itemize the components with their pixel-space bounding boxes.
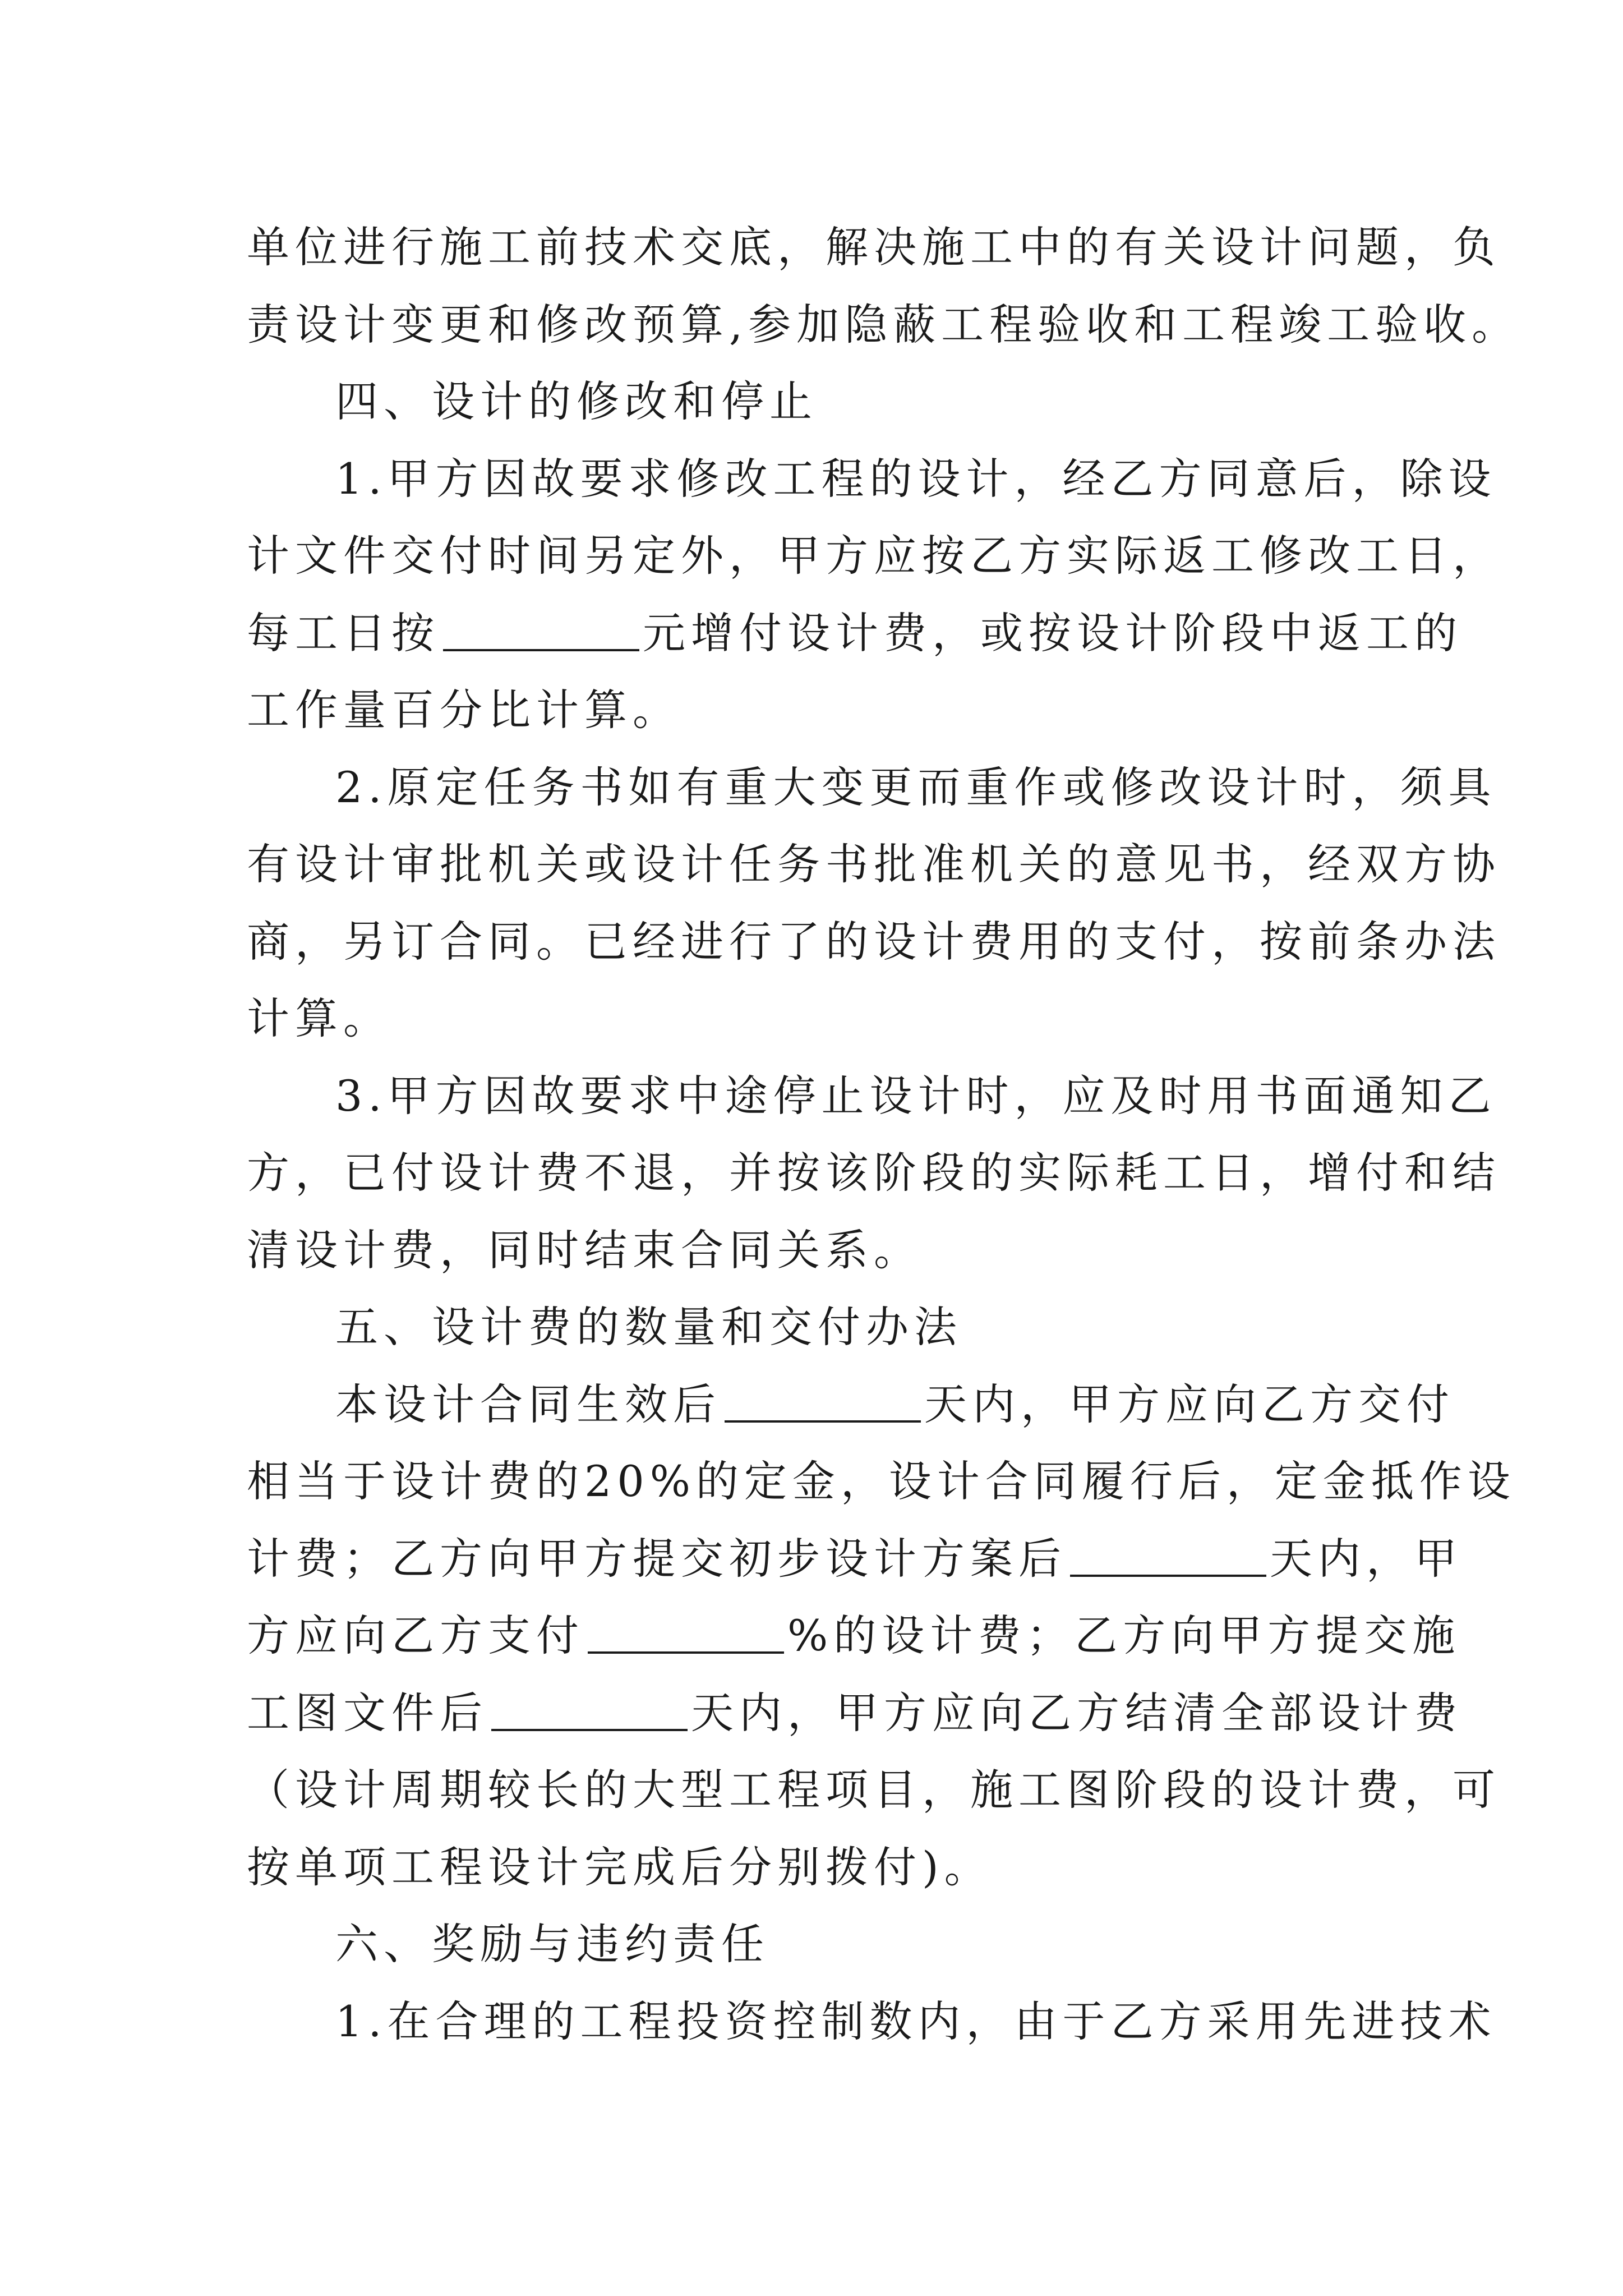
- line-text: 责设计变更和修改预算,参加隐蔽工程验收和工程竣工验收。: [247, 299, 1520, 349]
- line-text: 天内，甲方应向乙方结清全部设计费: [691, 1687, 1463, 1738]
- fill-in-blank[interactable]: [443, 648, 639, 651]
- line-text: 计算。: [247, 993, 391, 1043]
- paragraph-line: [247, 980, 1424, 1057]
- fill-in-blank[interactable]: [491, 1728, 688, 1731]
- section-heading-5: [247, 1289, 1424, 1366]
- paragraph-line: [247, 671, 1424, 749]
- fill-in-blank[interactable]: [588, 1651, 784, 1654]
- line-text: 2.原定任务书如有重大变更而重作或修改设计时，须具: [335, 762, 1497, 812]
- paragraph-line: [247, 286, 1520, 364]
- paragraph-line: [247, 1520, 1463, 1598]
- line-text: 1.在合理的工程投资控制数内，由于乙方采用先进技术: [335, 1996, 1497, 2046]
- line-text: 方，已付设计费不退，并按该阶段的实际耗工日，增付和结: [247, 1148, 1501, 1198]
- paragraph-line: [247, 517, 1501, 595]
- paragraph-line: [247, 1674, 1463, 1752]
- paragraph-line: [247, 1443, 1516, 1520]
- line-text: 3.甲方因故要求中途停止设计时，应及时用书面通知乙: [335, 1070, 1497, 1121]
- line-text: 计费；乙方向甲方提交初步设计方案后: [247, 1533, 1067, 1584]
- line-text: 相当于设计费的20%的定金，设计合同履行后，定金抵作设: [247, 1456, 1516, 1506]
- line-text: 工图文件后: [247, 1687, 488, 1738]
- line-text: 元增付设计费，或按设计阶段中返工的: [643, 608, 1463, 658]
- line-text: 商，另订合同。已经进行了的设计费用的支付，按前条办法: [247, 916, 1501, 967]
- line-text: 天内，甲方应向乙方交付: [924, 1379, 1455, 1429]
- section-heading-6: [247, 1906, 1424, 1983]
- paragraph-line: [247, 1134, 1501, 1212]
- paragraph-line: [247, 595, 1463, 672]
- heading-text: 五、设计费的数量和交付办法: [335, 1302, 962, 1352]
- paragraph-line: [247, 1366, 1455, 1443]
- line-text: 按单项工程设计完成后分别拨付)。: [247, 1842, 993, 1892]
- fill-in-blank[interactable]: [1070, 1574, 1266, 1577]
- line-text: 单位进行施工前技术交底，解决施工中的有关设计问题，负: [247, 222, 1501, 272]
- line-text: %的设计费；乙方向甲方提交施: [787, 1611, 1461, 1660]
- paragraph-line: [247, 209, 1501, 286]
- line-text: 方应向乙方支付: [247, 1611, 584, 1660]
- line-text: 有设计审批机关或设计任务书批准机关的意见书，经双方协: [247, 839, 1501, 889]
- line-text: 每工日按: [247, 608, 440, 658]
- line-text: （设计周期较长的大型工程项目，施工图阶段的设计费，可: [247, 1765, 1501, 1815]
- paragraph-line: [247, 826, 1501, 903]
- paragraph-line: [247, 1212, 1424, 1289]
- heading-text: 四、设计的修改和停止: [335, 376, 818, 426]
- line-text: 清设计费，同时结束合同关系。: [247, 1225, 922, 1275]
- paragraph-line: [247, 1751, 1501, 1829]
- line-text: 本设计合同生效后: [335, 1379, 721, 1429]
- line-text: 工作量百分比计算。: [247, 685, 681, 735]
- contract-text: [247, 209, 1520, 2060]
- paragraph-line: [247, 440, 1497, 518]
- paragraph-line: [247, 1983, 1497, 2060]
- fill-in-blank[interactable]: [725, 1420, 921, 1423]
- paragraph-line: [247, 903, 1501, 981]
- paragraph-line: [247, 1057, 1497, 1135]
- paragraph-line: [247, 749, 1497, 826]
- line-text: 计文件交付时间另定外，甲方应按乙方实际返工修改工日，: [247, 531, 1501, 581]
- paragraph-line: [247, 1597, 1461, 1674]
- line-text: 天内，甲: [1270, 1533, 1463, 1584]
- heading-text: 六、奖励与违约责任: [335, 1919, 769, 1969]
- line-text: 1.甲方因故要求修改工程的设计，经乙方同意后，除设: [335, 453, 1497, 504]
- paragraph-line: [247, 1829, 1424, 1906]
- section-heading-4: [247, 363, 1424, 440]
